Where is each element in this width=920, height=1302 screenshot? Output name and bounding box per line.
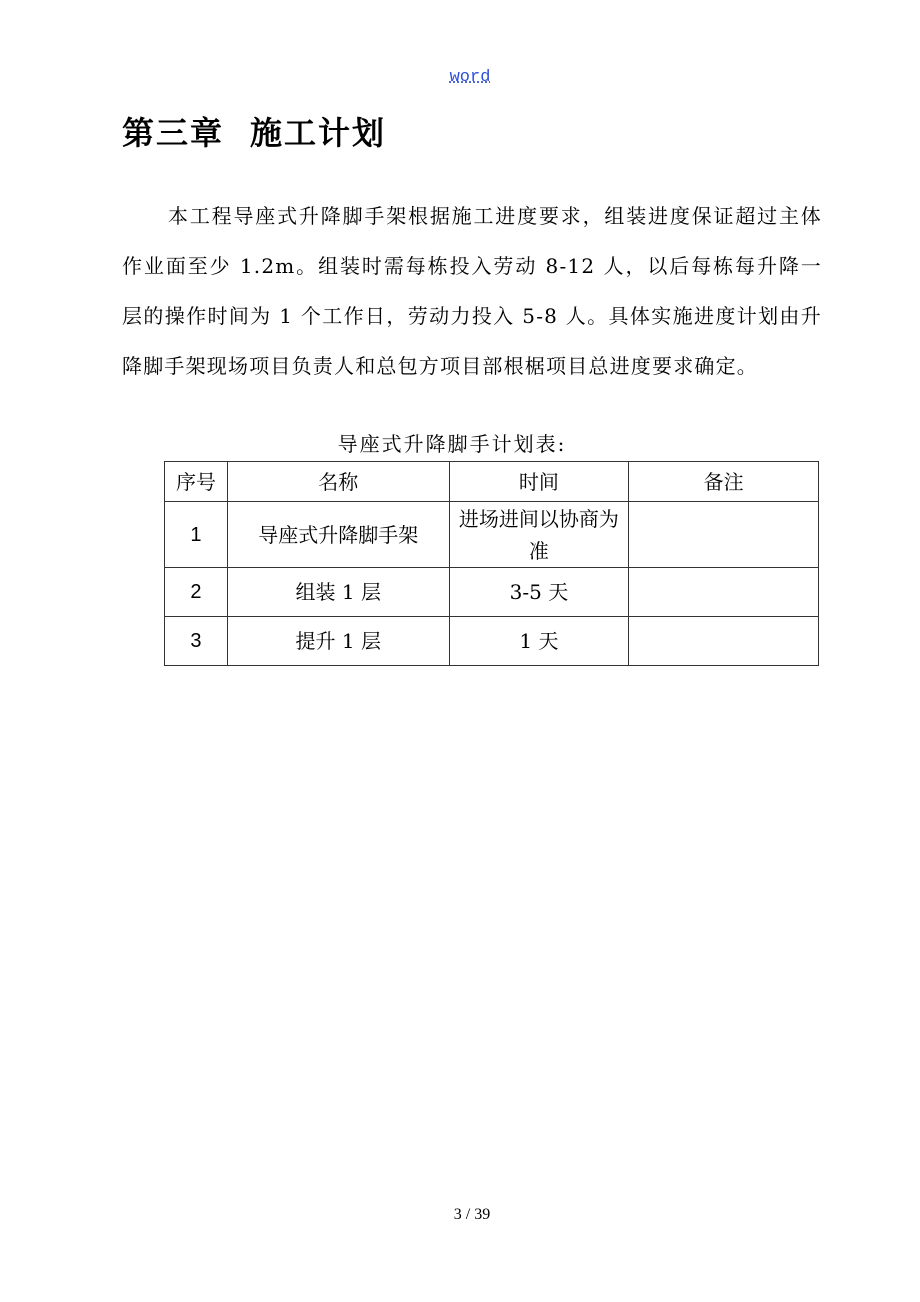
header-cell-time: 时间 <box>449 462 629 502</box>
header-cell-note: 备注 <box>629 462 819 502</box>
table-caption: 导座式升降脚手计划表: <box>337 432 567 456</box>
cell-time: 进场进间以协商为准 <box>449 502 629 568</box>
cell-no: 1 <box>165 502 228 568</box>
header-cell-no: 序号 <box>165 462 228 502</box>
cell-time: 1 天 <box>449 617 629 666</box>
header-cell-name: 名称 <box>227 462 449 502</box>
cell-note <box>629 502 819 568</box>
cell-no: 2 <box>165 568 228 617</box>
table-header-row <box>165 462 819 502</box>
cell-name: 组装 1 层 <box>227 568 449 617</box>
cell-time: 3-5 天 <box>449 568 629 617</box>
cell-name: 提升 1 层 <box>227 617 449 666</box>
page-number: 3 / 39 <box>453 1206 491 1223</box>
cell-name: 导座式升降脚手架 <box>227 502 449 568</box>
cell-no: 3 <box>165 617 228 666</box>
table-row <box>165 617 819 666</box>
cell-note <box>629 568 819 617</box>
chapter-number: 第三章 <box>122 114 225 152</box>
table-row <box>165 568 819 617</box>
chapter-name: 施工计划 <box>250 114 387 152</box>
table-row <box>165 502 819 568</box>
chapter-title <box>122 108 386 154</box>
body-paragraph: 本工程导座式升降脚手架根据施工进度要求，组装进度保证超过主体作业面至少 1.2m。组装时需每栋投入劳动 8-12 人，以后每栋每升降一层的操作时间为 1 个工作日，劳动力投入 5-8 人。具体实施进度计划由升降脚手架现场项目负责人和总包方项目部根椐项目总进度要求确定。 <box>122 204 822 378</box>
schedule-table <box>164 461 819 666</box>
cell-note <box>629 617 819 666</box>
header-word-link[interactable]: word <box>449 68 491 87</box>
